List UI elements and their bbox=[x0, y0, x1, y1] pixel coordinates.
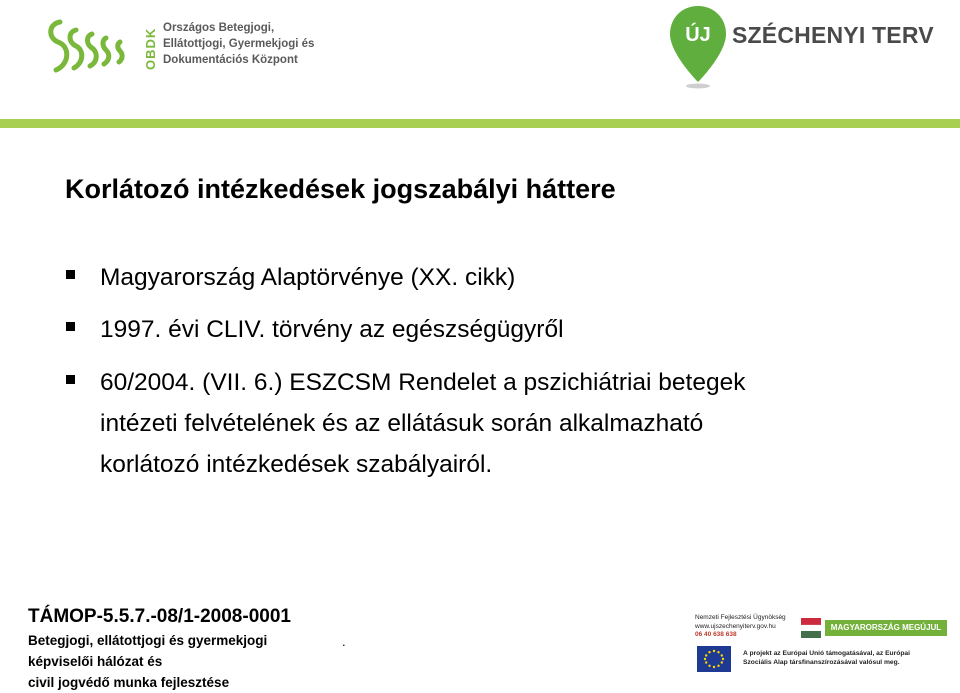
footer-project-info bbox=[28, 604, 348, 693]
eu-flag-icon bbox=[697, 646, 731, 672]
project-line-1: Betegjogi, ellátottjogi és gyermekjogi bbox=[28, 633, 268, 648]
project-line-2: képviselői hálózat és bbox=[28, 654, 163, 669]
bullet-square-icon bbox=[66, 270, 75, 279]
obdk-line-1: Országos Betegjogi, bbox=[163, 22, 275, 34]
ngu-name: Nemzeti Fejlesztési Ügynökség bbox=[695, 614, 786, 621]
szt-title: SZÉCHENYI TERV bbox=[732, 22, 934, 48]
szechenyi-terv-logo bbox=[668, 4, 948, 88]
ngu-phone: 06 40 638 638 bbox=[695, 631, 737, 638]
bullet-text-line-2: intézeti felvételének és az ellátásuk során alkalmazható bbox=[100, 410, 704, 437]
obdk-line-3: Dokumentációs Központ bbox=[163, 54, 298, 66]
header bbox=[0, 0, 960, 118]
ngu-website: www.ujszechenyiterv.gov.hu bbox=[695, 622, 776, 630]
bullet-text-line-1: 60/2004. (VII. 6.) ESZCSM Rendelet a pszichiátriai betegek bbox=[100, 369, 746, 396]
slide-title: Korlátozó intézkedések jogszabályi háttere bbox=[65, 174, 616, 204]
bullet-square-icon bbox=[66, 375, 75, 384]
bullet-text: Magyarország Alaptörvénye (XX. cikk) bbox=[100, 264, 516, 291]
bullet-text-line-3: korlátozó intézkedések szabályairól. bbox=[100, 451, 493, 478]
footer-dot: . bbox=[342, 634, 346, 649]
eu-text-line-2: Szociális Alap társfinanszírozásával valósul meg. bbox=[743, 659, 900, 666]
bullet-square-icon bbox=[66, 322, 75, 331]
map-pin-icon bbox=[668, 4, 728, 90]
obdk-emblem-icon bbox=[40, 14, 140, 80]
project-code: TÁMOP-5.5.7.-08/1-2008-0001 bbox=[28, 606, 291, 627]
bullet-text: 1997. évi CLIV. törvény az egészségügyről bbox=[100, 316, 564, 343]
eu-funding-text bbox=[743, 649, 910, 667]
obdk-abbreviation: OBDK bbox=[143, 27, 158, 70]
header-divider bbox=[0, 119, 960, 128]
eu-funding-panel bbox=[683, 604, 960, 689]
hungarian-flag-icon bbox=[801, 618, 821, 638]
szt-badge-text: ÚJ bbox=[685, 24, 711, 46]
obdk-name bbox=[163, 20, 314, 68]
eu-text-line-1: A projekt az Európai Unió támogatásával, az Európai bbox=[743, 650, 910, 657]
magyarorszag-megujul-badge: MAGYARORSZÁG MEGÚJUL bbox=[825, 620, 947, 636]
project-line-3: civil jogvédő munka fejlesztése bbox=[28, 675, 230, 690]
obdk-logo bbox=[40, 8, 315, 78]
obdk-line-2: Ellátottjogi, Gyermekjogi és bbox=[163, 38, 315, 50]
ngu-info bbox=[695, 614, 786, 640]
